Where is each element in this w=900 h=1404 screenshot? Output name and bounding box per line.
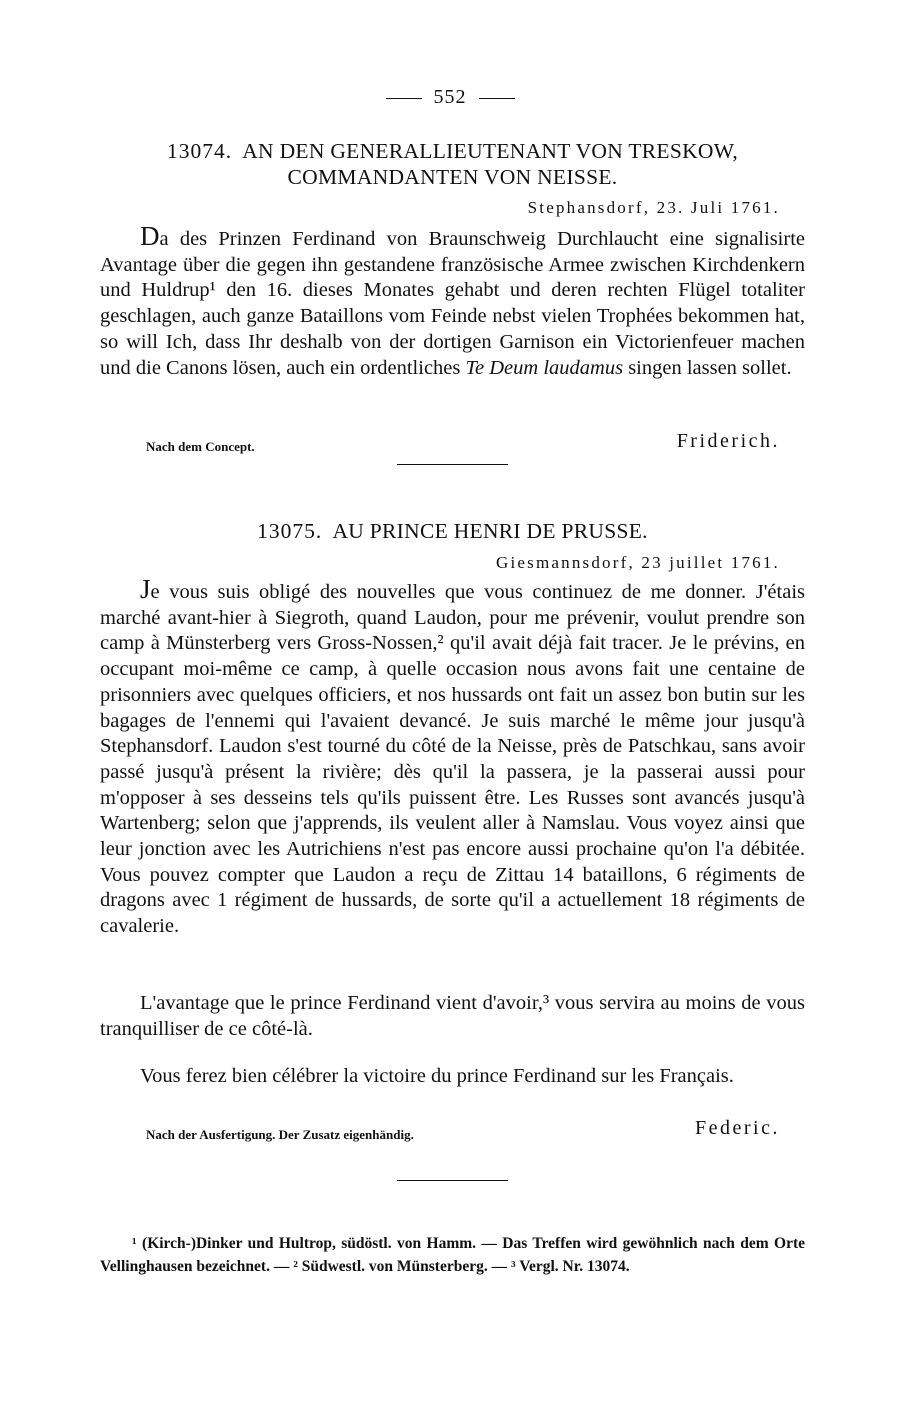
- initial-letter: J: [140, 574, 151, 604]
- letter-source-13074: Nach dem Concept.: [146, 439, 255, 454]
- body-italic: Te Deum laudamus: [465, 356, 624, 379]
- letter-dateline-13074: Stephansdorf, 23. Juli 1761.: [527, 198, 780, 217]
- body-text: a des Prinzen Ferdinand von Braunschweig Durchlaucht eine signalisirte Avantage über die gegen ihn gestandene französische Armee zwischen Kirchdenkern und Huldrup¹ den 16. dieses Monates gehabt und deren rechten Flügel totaliter geschlagen, auch ganze Bataillons vom Feinde nebst vielen Trophées bekommen hat, so will Ich, dass Ihr deshalb von der dortigen Garnison ein Victorienfeuer machen und die Canons lösen, auch ein ordentliches: [100, 228, 805, 379]
- letter-title-line1: AU PRINCE HENRI DE PRUSSE.: [332, 519, 648, 543]
- letter-heading-13074: [100, 138, 805, 190]
- page-number-dash-right: [479, 98, 515, 99]
- letter-signature-13074: Friderich.: [676, 430, 780, 452]
- letter-heading-13075: [100, 518, 805, 544]
- letter-body2-13075: L'avantage que le prince Ferdinand vient d'avoir,³ vous servira au moins de vous tranquilliser de ce côté-là.: [100, 992, 805, 1040]
- letter-body-13075: [100, 574, 805, 940]
- body-text-end: singen lassen sollet.: [623, 356, 792, 379]
- letter-body-13074: [100, 221, 805, 381]
- letter-number: 13074.: [166, 139, 233, 163]
- page-number-dash-left: [386, 98, 422, 99]
- body-text: e vous suis obligé des nouvelles que vous continuez de me donner. J'étais marché avant-hier à Siegroth, quand Laudon, pour me prévenir, voulut prendre son camp à Münsterberg vers Gross-Nossen,² qu'il avait déjà fait tracer. Je le prévins, en occupant moi-même ce camp, à quelle occasion nous avons fait une centaine de prisonniers avec quelques officiers, et nos hussards ont fait un assez bon butin sur les bagages de l'ennemi qui l'avaient devancé. Je suis marché le même jour jusqu'à Stephansdorf. Laudon s'est tourné du côté de la Neisse, près de Patschkau, sans avoir passé jusqu'à présent la rivière; dès qu'il la passera, je la passerai aussi pour m'opposer à ses desseins tels qu'ils puissent être. Les Russes sont avancés jusqu'à Wartenberg; selon que j'apprends, ils veulent aller à Namslau. Vous voyez ainsi que leur jonction avec les Autrichiens n'est pas encore aussi prochaine qu'on l'a débitée. Vous pouvez compter que Laudon a reçu de Zittau 14 bataillons, 6 régiments de dragons avec 1 régiment de hussards, de sorte qu'il a actuellement 18 régiments de cavalerie.: [100, 581, 805, 938]
- footnotes: ¹ (Kirch-)Dinker und Hultrop, südöstl. von Hamm. — Das Treffen wird gewöhnlich nach dem Orte Vellinghausen bezeichnet. — ² Südwestl. von Münsterberg. — ³ Vergl. Nr. 13074.: [100, 1235, 805, 1275]
- letter-postscript-13075: Vous ferez bien célébrer la victoire du prince Ferdinand sur les Français.: [140, 1065, 734, 1087]
- letter-number: 13075.: [257, 519, 323, 543]
- footnote-divider: [397, 1180, 508, 1181]
- section-divider: [397, 464, 508, 465]
- page-number: [0, 86, 900, 109]
- letter-dateline-13075: Giesmannsdorf, 23 juillet 1761.: [496, 553, 780, 572]
- letter-signature-13075: Federic.: [695, 1117, 780, 1139]
- page-number-text: 552: [433, 86, 467, 108]
- letter-title-line2: COMMANDANTEN VON NEISSE.: [287, 165, 618, 189]
- initial-letter: D: [140, 221, 160, 251]
- letter-title-line1: AN DEN GENERALLIEUTENANT VON TRESKOW,: [242, 139, 739, 163]
- letter-source-13075: Nach der Ausfertigung. Der Zusatz eigenhändig.: [146, 1127, 414, 1142]
